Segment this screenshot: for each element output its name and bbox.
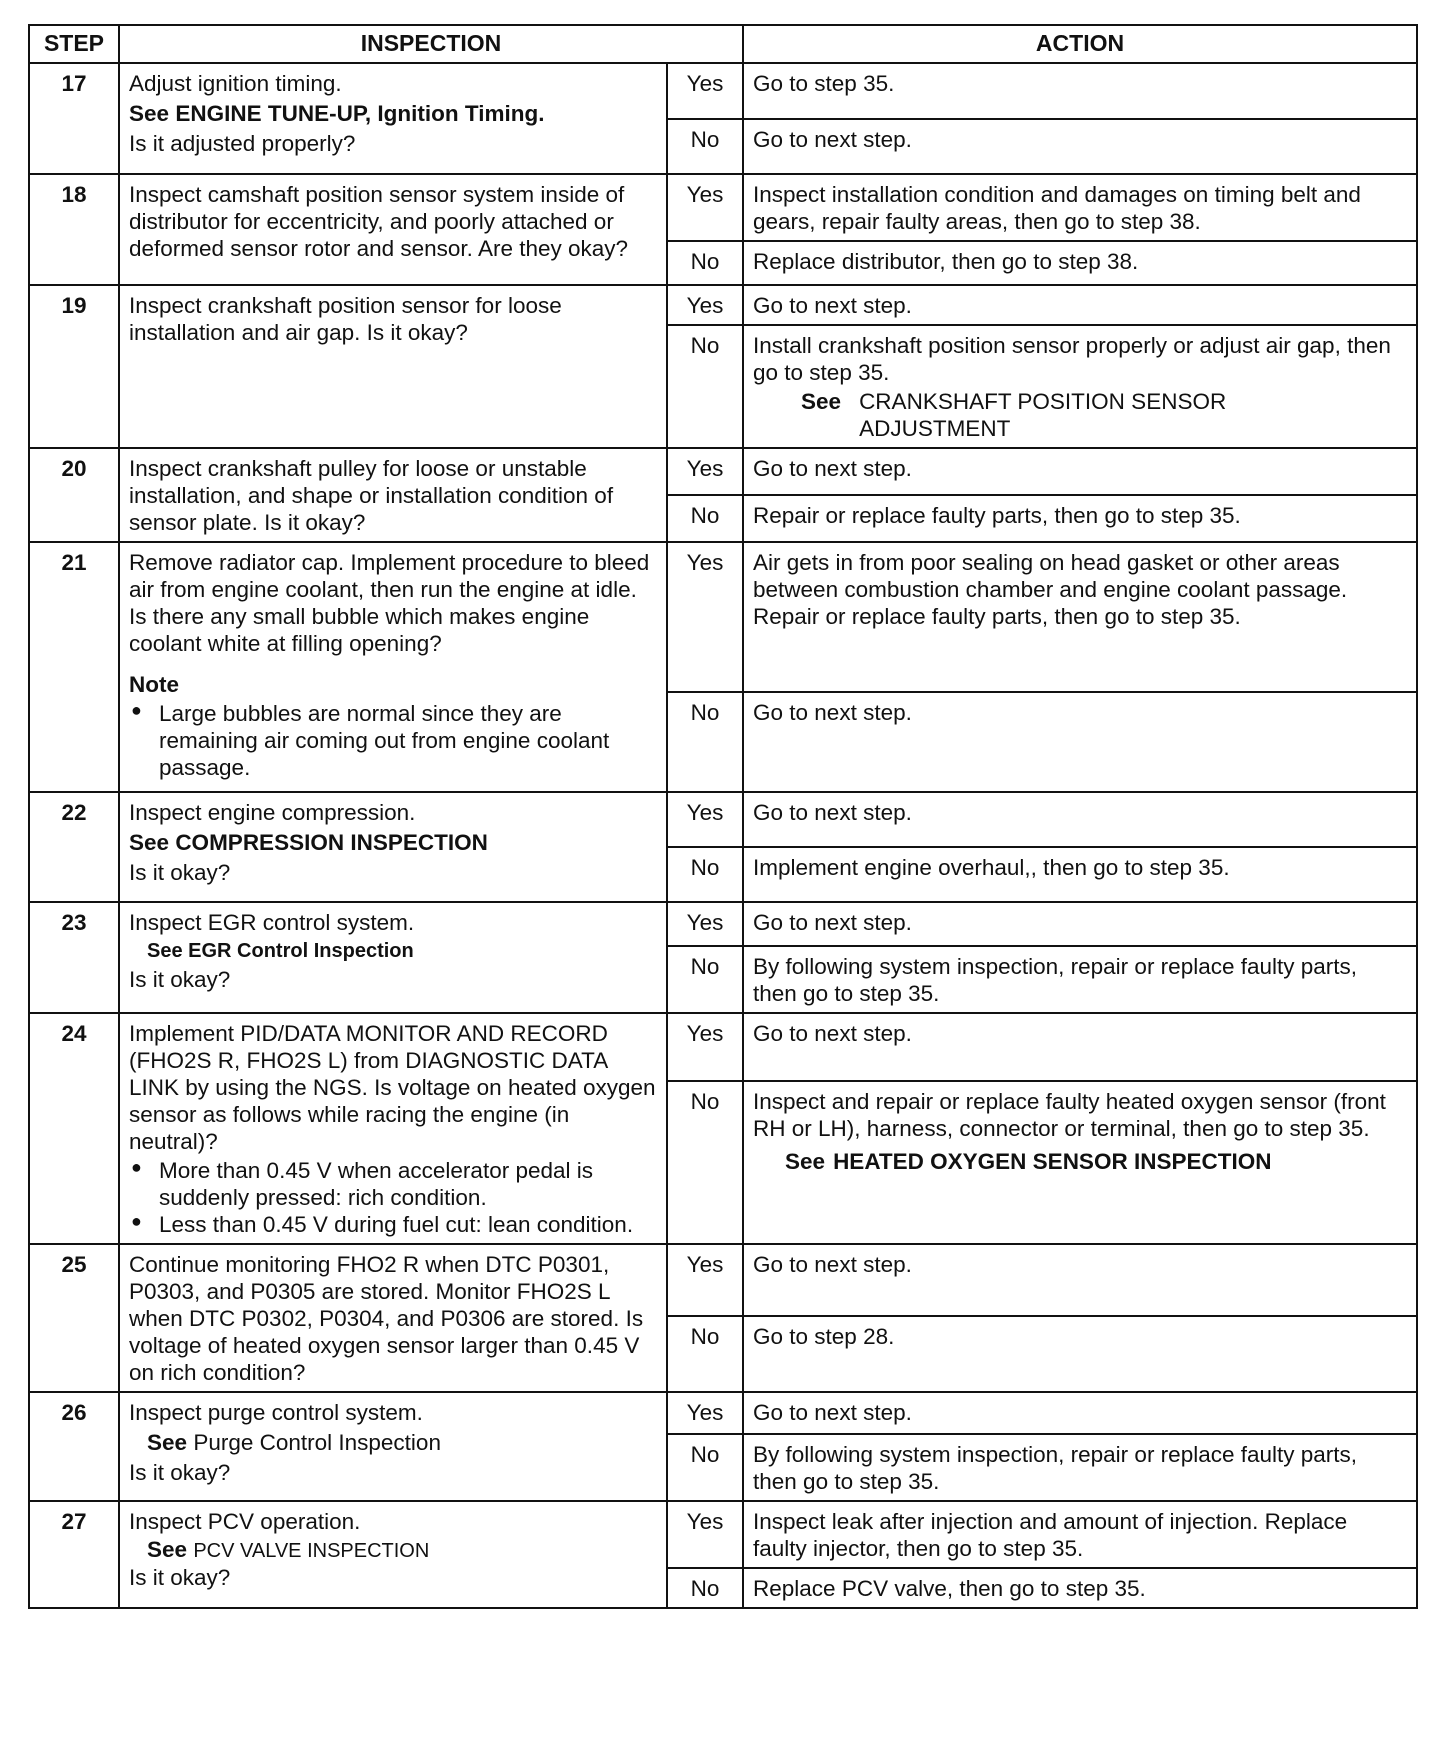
inspection-text: Inspect purge control system. — [129, 1399, 423, 1425]
yes-label: Yes — [667, 285, 743, 325]
yes-action: Go to next step. — [743, 285, 1417, 325]
step-18-yes-row — [29, 174, 1417, 241]
step-26-yes-row — [29, 1392, 1417, 1434]
step-23-yes-row — [29, 902, 1417, 946]
inspection-question: Is it okay? — [129, 1459, 231, 1485]
reference-text: HEATED OXYGEN SENSOR INSPECTION — [833, 1149, 1272, 1175]
inspection-question: Is it okay? — [129, 966, 231, 992]
no-label: No — [667, 119, 743, 174]
step-number: 26 — [29, 1392, 119, 1501]
see-label: See — [801, 388, 842, 414]
yes-action: Go to next step. — [743, 1244, 1417, 1317]
yes-action: Go to next step. — [743, 1013, 1417, 1082]
yes-action: Go to step 35. — [743, 63, 1417, 119]
step-number: 18 — [29, 174, 119, 285]
yes-label: Yes — [667, 902, 743, 946]
see-label: See — [129, 829, 170, 855]
yes-action: Air gets in from poor sealing on head gasket or other areas between combustion chamber and engine coolant passage. Repair or replace faulty parts, then go to step 35. — [743, 542, 1417, 692]
inspection-text: Inspect EGR control system. — [129, 909, 415, 935]
yes-label: Yes — [667, 1392, 743, 1434]
step-number: 17 — [29, 63, 119, 174]
condition-bullet: ● More than 0.45 V when accelerator pedal is suddenly pressed: rich condition. — [129, 1157, 657, 1211]
see-reference — [129, 1429, 657, 1456]
no-label: No — [667, 325, 743, 448]
condition-list — [129, 1157, 657, 1238]
step-number: 24 — [29, 1013, 119, 1244]
header-step: STEP — [29, 25, 119, 63]
no-action: Inspect and repair or replace faulty heated oxygen sensor (front RH or LH), harness, connector or terminal, then go to step 35. — [753, 1089, 1386, 1142]
yes-label: Yes — [667, 1013, 743, 1082]
inspection-question: Is it adjusted properly? — [129, 130, 356, 156]
no-label: No — [667, 1316, 743, 1391]
header-inspection: INSPECTION — [119, 25, 743, 63]
no-label: No — [667, 847, 743, 902]
yes-action: Go to next step. — [743, 792, 1417, 847]
inspection-cell — [119, 902, 667, 1013]
no-action-cell — [743, 325, 1417, 448]
note-list — [129, 700, 657, 781]
inspection-cell — [119, 63, 667, 174]
inspection-cell — [119, 1013, 667, 1244]
inspection-text: Adjust ignition timing. — [129, 70, 342, 96]
reference-text: COMPRESSION INSPECTION — [175, 829, 488, 855]
see-label: See — [147, 1429, 188, 1455]
reference-text: EGR Control Inspection — [188, 939, 414, 962]
no-label: No — [667, 1568, 743, 1608]
no-action: Repair or replace faulty parts, then go to step 35. — [743, 495, 1417, 542]
inspection-text: Implement PID/DATA MONITOR AND RECORD (FHO2S R, FHO2S L) from DIAGNOSTIC DATA LINK by using the NGS. Is voltage on heated oxygen sensor as follows while racing the engine (in neutral)? — [129, 1020, 656, 1154]
no-action-cell — [743, 1081, 1417, 1243]
diagnostic-table — [28, 24, 1418, 1609]
see-label: See — [147, 939, 183, 962]
inspection-text: Remove radiator cap. Implement procedure to bleed air from engine coolant, then run the engine at idle. Is there any small bubble which makes engine coolant white at filling opening? — [129, 549, 650, 656]
see-reference — [129, 100, 657, 127]
yes-label: Yes — [667, 792, 743, 847]
inspection-text: Inspect crankshaft position sensor for loose installation and air gap. Is it okay? — [119, 285, 667, 448]
no-label: No — [667, 946, 743, 1013]
no-label: No — [667, 692, 743, 792]
inspection-cell — [119, 542, 667, 792]
see-label: See — [129, 100, 170, 126]
step-number: 20 — [29, 448, 119, 542]
header-row — [29, 25, 1417, 63]
step-21-yes-row — [29, 542, 1417, 692]
see-reference — [753, 388, 1407, 442]
step-number: 25 — [29, 1244, 119, 1392]
inspection-text: Continue monitoring FHO2 R when DTC P0301, P0303, and P0305 are stored. Monitor FHO2S L when DTC P0302, P0304, and P0306 are stored. Is voltage of heated oxygen sensor larger than 0.45 V on rich condition? — [119, 1244, 667, 1392]
yes-label: Yes — [667, 63, 743, 119]
note-bullet: ● Large bubbles are normal since they are remaining air coming out from engine coolant passage. — [129, 700, 657, 781]
no-action: By following system inspection, repair or replace faulty parts, then go to step 35. — [743, 946, 1417, 1013]
step-17-yes-row — [29, 63, 1417, 119]
inspection-cell — [119, 1392, 667, 1501]
no-action: Go to step 28. — [743, 1316, 1417, 1391]
see-reference — [129, 829, 657, 856]
step-number: 23 — [29, 902, 119, 1013]
reference-text: PCV VALVE INSPECTION — [193, 1539, 430, 1562]
see-reference — [129, 1536, 657, 1563]
step-20-yes-row — [29, 448, 1417, 495]
yes-action: Go to next step. — [743, 1392, 1417, 1434]
see-reference — [129, 939, 657, 963]
step-27-yes-row — [29, 1501, 1417, 1568]
no-label: No — [667, 241, 743, 285]
no-action: Go to next step. — [743, 119, 1417, 174]
yes-action: Inspect leak after injection and amount of injection. Replace faulty injector, then go to step 35. — [743, 1501, 1417, 1568]
inspection-text: Inspect engine compression. — [129, 799, 416, 825]
no-action: Replace distributor, then go to step 38. — [743, 241, 1417, 285]
inspection-cell — [119, 1501, 667, 1608]
no-action: Implement engine overhaul,, then go to step 35. — [743, 847, 1417, 902]
yes-label: Yes — [667, 174, 743, 241]
step-number: 22 — [29, 792, 119, 902]
inspection-text: Inspect camshaft position sensor system inside of distributor for eccentricity, and poorly attached or deformed sensor rotor and sensor. Are they okay? — [119, 174, 667, 285]
step-24-yes-row — [29, 1013, 1417, 1082]
no-label: No — [667, 1434, 743, 1501]
yes-label: Yes — [667, 1501, 743, 1568]
step-19-yes-row — [29, 285, 1417, 325]
no-action: Install crankshaft position sensor properly or adjust air gap, then go to step 35. — [753, 332, 1391, 385]
condition-bullet: ● Less than 0.45 V during fuel cut: lean condition. — [129, 1211, 657, 1238]
inspection-text: Inspect PCV operation. — [129, 1508, 361, 1534]
see-label: See — [147, 1536, 188, 1562]
step-number: 21 — [29, 542, 119, 792]
see-reference — [753, 1148, 1407, 1175]
yes-label: Yes — [667, 542, 743, 692]
yes-label: Yes — [667, 448, 743, 495]
reference-text: ENGINE TUNE-UP, Ignition Timing. — [175, 100, 545, 126]
yes-action: Go to next step. — [743, 448, 1417, 495]
yes-action: Go to next step. — [743, 902, 1417, 946]
step-22-yes-row — [29, 792, 1417, 847]
inspection-cell — [119, 792, 667, 902]
step-25-yes-row — [29, 1244, 1417, 1317]
inspection-question: Is it okay? — [129, 859, 231, 885]
note-title: Note — [129, 671, 179, 697]
header-action: ACTION — [743, 25, 1417, 63]
reference-text: CRANKSHAFT POSITION SENSOR ADJUSTMENT — [859, 388, 1227, 441]
see-label: See — [785, 1149, 826, 1175]
step-number: 19 — [29, 285, 119, 448]
no-action: Replace PCV valve, then go to step 35. — [743, 1568, 1417, 1608]
step-number: 27 — [29, 1501, 119, 1608]
no-action: By following system inspection, repair or replace faulty parts, then go to step 35. — [743, 1434, 1417, 1501]
no-label: No — [667, 495, 743, 542]
yes-label: Yes — [667, 1244, 743, 1317]
yes-action: Inspect installation condition and damages on timing belt and gears, repair faulty areas, then go to step 38. — [743, 174, 1417, 241]
reference-text: Purge Control Inspection — [193, 1429, 441, 1455]
inspection-question: Is it okay? — [129, 1564, 231, 1590]
inspection-text: Inspect crankshaft pulley for loose or unstable installation, and shape or installation condition of sensor plate. Is it okay? — [119, 448, 667, 542]
no-label: No — [667, 1081, 743, 1243]
no-action: Go to next step. — [743, 692, 1417, 792]
